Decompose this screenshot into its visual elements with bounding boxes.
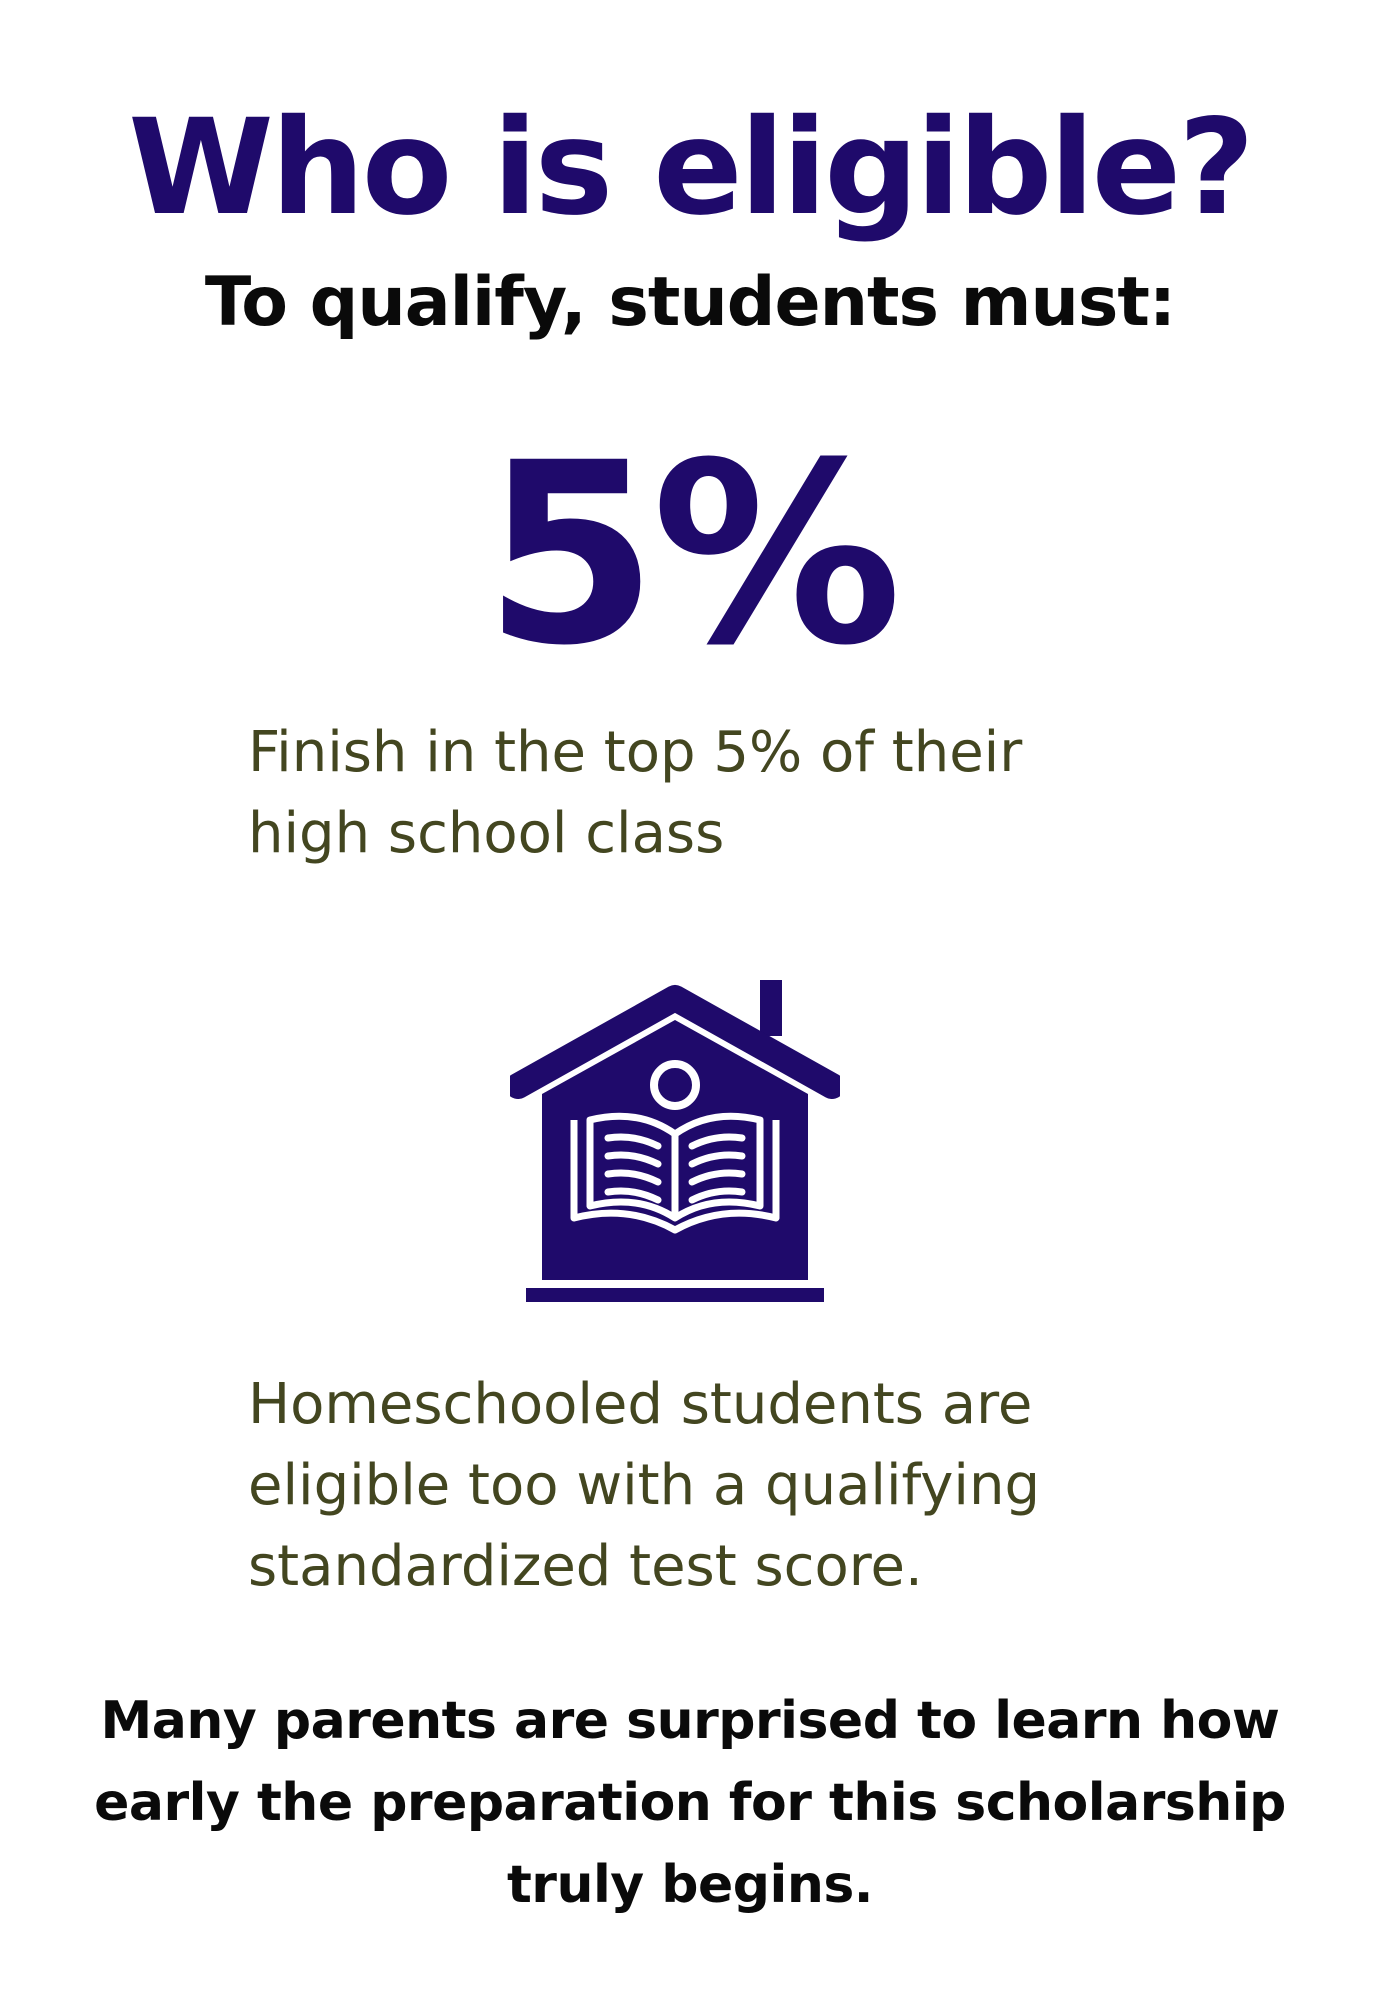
base-line-shape [526, 1288, 824, 1302]
chimney-shape [760, 980, 782, 1036]
page-subtitle: To qualify, students must: [204, 263, 1176, 342]
homeschool-description: Homeschooled students are eligible too with a qualifying standardized test score. [248, 1372, 1040, 1599]
stat-description: Finish in the top 5% of their high school class [248, 720, 1023, 866]
closing-statement: Many parents are surprised to learn how early the preparation for this scholarship truly begins. [94, 1691, 1286, 1915]
home-school-book-icon [510, 978, 840, 1308]
stat-value: 5% [483, 409, 897, 700]
house-book-svg [510, 978, 840, 1308]
page-title: Who is eligible? [128, 91, 1252, 245]
